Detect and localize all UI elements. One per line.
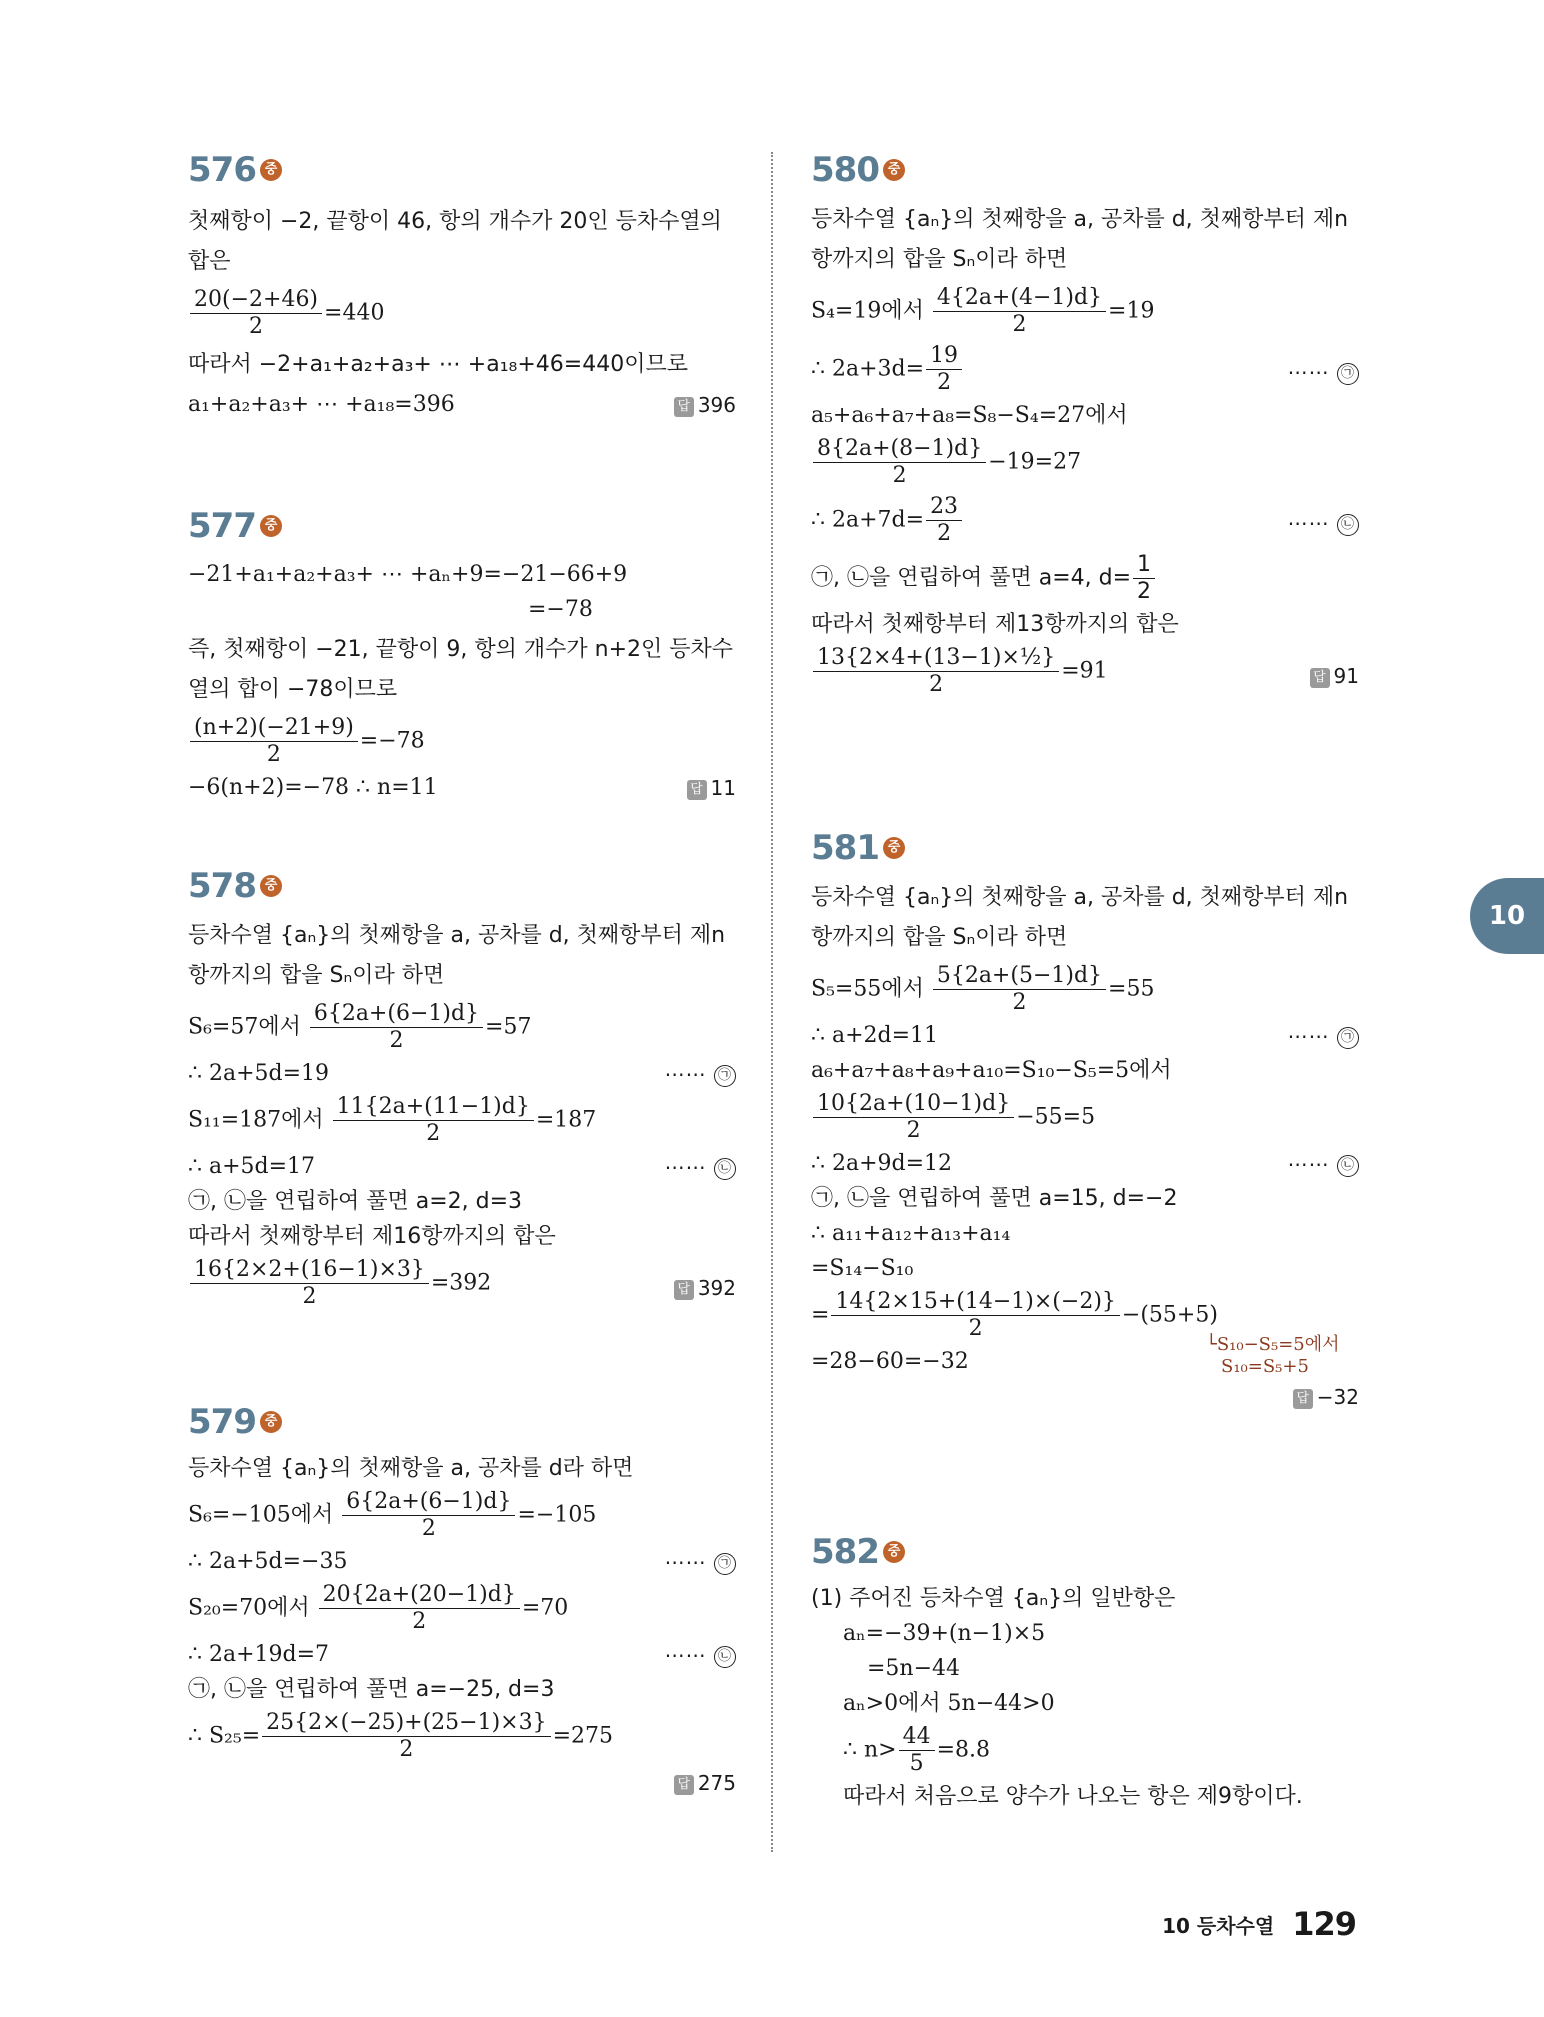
fraction-line: ㉠, ㉡을 연립하여 풀면 a=4, d= $\frac{1}{2}$ xyxy=(811,552,1359,605)
level-badge: 중 xyxy=(260,1411,282,1433)
frac-num: 19 xyxy=(926,343,962,370)
solution-text: ㉠, ㉡을 연립하여 풀면 a=−25, d=3 xyxy=(188,1677,555,1702)
frac-num: 5{2a+(5−1)d} xyxy=(933,963,1106,990)
fraction-line: $\frac{(n+2)(-21+9)}{2}$ =−78 xyxy=(188,715,736,768)
fraction-line: $\frac{8\{2a+(8-1)d\}}{2}$ −19=27 xyxy=(811,436,1359,489)
answer-icon: 답 xyxy=(687,780,707,800)
solution-text: 따라서 첫째항부터 제13항까지의 합은 xyxy=(811,612,1179,637)
chapter-tab: 10 xyxy=(1470,878,1544,954)
answer-row xyxy=(188,1768,736,1798)
frac-den: 2 xyxy=(399,1737,414,1762)
answer-icon: 답 xyxy=(674,1280,694,1300)
level-badge: 중 xyxy=(883,837,905,859)
answer-icon: 답 xyxy=(674,397,694,417)
problem-576 xyxy=(188,148,736,425)
frac-den: 2 xyxy=(266,742,281,767)
equation: a₅+a₆+a₇+a₈=S₈−S₄=27에서 xyxy=(811,403,1128,428)
equation: =−78 xyxy=(528,597,593,622)
level-badge: 중 xyxy=(260,159,282,181)
answer-row xyxy=(811,1382,1359,1412)
problem-number: 580 중 xyxy=(811,148,1359,192)
circled-1-icon: ㉠ xyxy=(1337,363,1359,385)
result-line: a₁+a₂+a₃+ ⋯ +a₁₈=396 답 396 xyxy=(188,390,736,420)
solution-text: ㉠, ㉡을 연립하여 풀면 a=2, d=3 xyxy=(188,1189,523,1214)
circled-2-icon: ㉡ xyxy=(714,1158,736,1180)
frac-num: 10{2a+(10−1)d} xyxy=(813,1091,1014,1118)
frac-num: 16{2×2+(16−1)×3} xyxy=(190,1257,429,1284)
solution-text: 등차수열 {aₙ}의 첫째항을 a, 공차를 d, 첫째항부터 제n항까지의 합을 Sₙ이라 하면 xyxy=(188,923,726,988)
solution-text: ㉠, ㉡을 연립하여 풀면 a=15, d=−2 xyxy=(811,1186,1178,1211)
equation: =28−60=−32 xyxy=(811,1349,969,1374)
frac-den: 2 xyxy=(249,314,264,339)
frac-num: 23 xyxy=(926,494,962,521)
frac-num: 6{2a+(6−1)d} xyxy=(342,1489,515,1516)
fraction-line: S₅=55에서 $\frac{5\{2a+(5-1)d\}}{2}$ =55 xyxy=(811,963,1155,1015)
fraction-line: S₁₁=187에서 $\frac{11\{2a+(11-1)d\}}{2}$ =187 xyxy=(188,1094,597,1146)
equation: ∴ a+2d=11 ⋯⋯ ㉠ xyxy=(811,1021,1359,1051)
problem-number: 581 중 xyxy=(811,826,1359,870)
answer: 답 392 xyxy=(674,1273,736,1303)
circled-2-icon: ㉡ xyxy=(1337,514,1359,536)
fraction-line: ∴ n> $\frac{44}{5}$ =8.8 xyxy=(843,1724,991,1776)
problem-number: 577 중 xyxy=(188,504,736,548)
frac-num: 6{2a+(6−1)d} xyxy=(310,1001,483,1028)
frac-num: 8{2a+(8−1)d} xyxy=(813,436,986,463)
fraction-line: ∴ 2a+3d= $\frac{19}{2}$ ⋯⋯ ㉠ xyxy=(811,343,1359,396)
level-badge: 중 xyxy=(883,159,905,181)
equation: ∴ 2a+9d=12 ⋯⋯ ㉡ xyxy=(811,1149,1359,1179)
equation: ∴ a₁₁+a₁₂+a₁₃+a₁₄ xyxy=(811,1221,1011,1246)
solution-text: 첫째항이 −2, 끝항이 46, 항의 개수가 20인 등차수열의 합은 xyxy=(188,209,722,274)
answer-icon: 답 xyxy=(1293,1389,1313,1409)
annotation-note: └S₁₀−S₅=5에서 xyxy=(1206,1334,1340,1355)
frac-den: 2 xyxy=(421,1516,436,1541)
frac-den: 5 xyxy=(909,1751,924,1776)
answer-icon: 답 xyxy=(674,1775,694,1795)
solution-text: 따라서 −2+a₁+a₂+a₃+ ⋯ +a₁₈+46=440이므로 xyxy=(188,352,688,377)
frac-num: (n+2)(−21+9) xyxy=(190,715,358,742)
problem-number: 576 중 xyxy=(188,148,736,192)
frac-num: 11{2a+(11−1)d} xyxy=(333,1094,534,1121)
fraction-line: S₄=19에서 $\frac{4\{2a+(4-1)d\}}{2}$ =19 xyxy=(811,285,1155,337)
solution-text: 즉, 첫째항이 −21, 끝항이 9, 항의 개수가 n+2인 등차수열의 합이 −78이므로 xyxy=(188,637,734,702)
problem-number: 578 중 xyxy=(188,864,736,908)
answer: 답 91 xyxy=(1310,661,1359,691)
problem-number: 582 중 xyxy=(811,1530,1359,1574)
frac-den: 2 xyxy=(389,1028,404,1053)
fraction-line: $\frac{16\{2\times 2+(16-1)\times 3\}}{2}$ =392 답 392 xyxy=(188,1257,736,1310)
frac-num: 13{2×4+(13−1)×½} xyxy=(813,645,1059,672)
solution-text: 등차수열 {aₙ}의 첫째항을 a, 공차를 d라 하면 xyxy=(188,1456,634,1481)
frac-den: 2 xyxy=(906,1118,921,1143)
equation: =5n−44 xyxy=(867,1656,961,1681)
frac-den: 2 xyxy=(1137,579,1152,604)
frac-num: 44 xyxy=(899,1724,935,1751)
frac-num: 4{2a+(4−1)d} xyxy=(933,285,1106,312)
level-badge: 중 xyxy=(260,515,282,537)
answer: 답 11 xyxy=(687,773,736,803)
problem-580 xyxy=(811,148,1359,703)
fraction-line xyxy=(188,287,736,340)
circled-1-icon: ㉠ xyxy=(714,1553,736,1575)
frac-num: 1 xyxy=(1133,552,1155,579)
fraction-line: $\frac{\text{13\{2×4+(13−1)×½\}}}{2}$ =91 답 91 xyxy=(811,645,1359,698)
equation: aₙ>0에서 5n−44>0 xyxy=(843,1691,1055,1716)
circled-1-icon: ㉠ xyxy=(714,1065,736,1087)
equation: a₆+a₇+a₈+a₉+a₁₀=S₁₀−S₅=5에서 xyxy=(811,1058,1172,1083)
annotation-note: S₁₀=S₅+5 xyxy=(1221,1356,1309,1377)
eq-rest: =440 xyxy=(324,300,385,326)
solution-text: 등차수열 {aₙ}의 첫째항을 a, 공차를 d, 첫째항부터 제n항까지의 합을 Sₙ이라 하면 xyxy=(811,885,1349,950)
page-number: 129 xyxy=(1292,1905,1356,1943)
equation: ∴ a+5d=17 ⋯⋯ ㉡ xyxy=(188,1152,736,1182)
frac-num: 25{2×(−25)+(25−1)×3} xyxy=(262,1710,550,1737)
frac-num: 20(−2+46) xyxy=(190,287,322,314)
fraction-line: S₆=57에서 $\frac{6\{2a+(6-1)d\}}{2}$ =57 xyxy=(188,1001,532,1053)
column-divider xyxy=(771,152,773,1852)
circled-2-icon: ㉡ xyxy=(1337,1155,1359,1177)
frac-num: 14{2×15+(14−1)×(−2)} xyxy=(831,1289,1119,1316)
problem-581 xyxy=(811,826,1359,1417)
level-badge: 중 xyxy=(260,875,282,897)
fraction-line: = $\frac{14\{2\times 15+(14-1)\times(-2)\}}{2}$ −(55+5) └S₁₀−S₅=5에서 S₁₀=S₅+5 xyxy=(811,1289,1340,1377)
equation: aₙ=−39+(n−1)×5 xyxy=(843,1621,1046,1646)
frac-den: 2 xyxy=(968,1316,983,1341)
fraction-line: ∴ S₂₅= $\frac{25\{2\times(-25)+(25-1)\times 3\}}{2}$ =275 xyxy=(188,1710,614,1762)
problem-578 xyxy=(188,864,736,1315)
answer: 답 396 xyxy=(674,390,736,420)
problem-582 xyxy=(811,1530,1359,1817)
equation: −21+a₁+a₂+a₃+ ⋯ +aₙ+9=−21−66+9 xyxy=(188,562,628,587)
result-line: −6(n+2)=−78 ∴ n=11 답 11 xyxy=(188,773,736,803)
frac-den: 2 xyxy=(1012,990,1027,1015)
fraction-line: ∴ 2a+7d= $\frac{23}{2}$ ⋯⋯ ㉡ xyxy=(811,494,1359,547)
equation: ∴ 2a+5d=−35 ⋯⋯ ㉠ xyxy=(188,1547,736,1577)
frac-den: 2 xyxy=(929,672,944,697)
equation: ∴ 2a+5d=19 ⋯⋯ ㉠ xyxy=(188,1059,736,1089)
level-badge: 중 xyxy=(883,1541,905,1563)
frac-den: 2 xyxy=(937,521,952,546)
problem-577 xyxy=(188,504,736,808)
circled-2-icon: ㉡ xyxy=(714,1646,736,1668)
circled-1-icon: ㉠ xyxy=(1337,1027,1359,1049)
fraction-line: S₆=−105에서 $\frac{6\{2a+(6-1)d\}}{2}$ =−105 xyxy=(188,1489,597,1541)
frac-den: 2 xyxy=(1012,312,1027,337)
page-footer xyxy=(1162,1905,1356,1943)
chapter-title: 10 등차수열 xyxy=(1162,1913,1275,1938)
frac-den: 2 xyxy=(426,1121,441,1146)
answer-icon: 답 xyxy=(1310,668,1330,688)
fraction-line: S₂₀=70에서 $\frac{20\{2a+(20-1)d\}}{2}$ =70 xyxy=(188,1582,569,1634)
frac-den: 2 xyxy=(302,1284,317,1309)
frac-den: 2 xyxy=(892,463,907,488)
frac-den: 2 xyxy=(412,1609,427,1634)
frac-den: 2 xyxy=(937,370,952,395)
solution-text: (1) 주어진 등차수열 {aₙ}의 일반항은 xyxy=(811,1586,1176,1611)
answer: 답 −32 xyxy=(1293,1382,1359,1412)
problem-579 xyxy=(188,1400,736,1803)
solution-text: 따라서 처음으로 양수가 나오는 항은 제9항이다. xyxy=(843,1784,1303,1809)
frac-num: 20{2a+(20−1)d} xyxy=(319,1582,520,1609)
equation: ∴ 2a+19d=7 ⋯⋯ ㉡ xyxy=(188,1640,736,1670)
solution-text: 등차수열 {aₙ}의 첫째항을 a, 공차를 d, 첫째항부터 제n항까지의 합을 Sₙ이라 하면 xyxy=(811,207,1349,272)
solution-text: 따라서 첫째항부터 제16항까지의 합은 xyxy=(188,1224,556,1249)
equation: =S₁₄−S₁₀ xyxy=(811,1256,914,1281)
problem-number: 579 중 xyxy=(188,1400,736,1444)
answer: 답 275 xyxy=(674,1768,736,1798)
fraction-line: $\frac{10\{2a+(10-1)d\}}{2}$ −55=5 xyxy=(811,1091,1359,1144)
